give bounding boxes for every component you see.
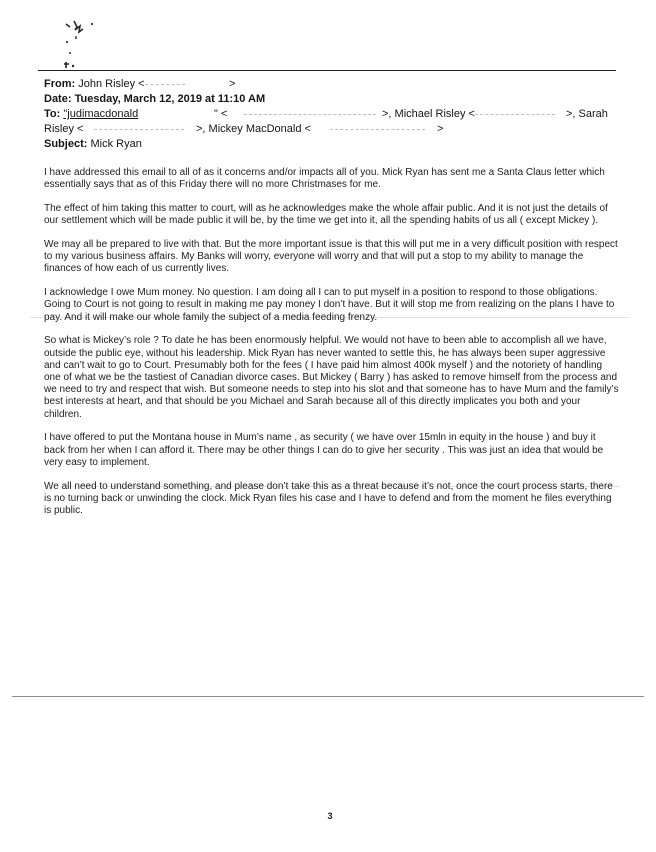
redacted-mickey-address	[330, 129, 425, 130]
to-label: To:	[44, 108, 61, 120]
paragraph: The effect of him taking this matter to court, will as he acknowledges make the whole affair public. And it is not just the details of our settlement which will be made public it will be, by the time we get into it, all the spending habits of us all ( except Mickey ).	[44, 203, 608, 227]
from-line	[44, 78, 145, 90]
redacted-sarah-address	[94, 129, 184, 130]
paragraph: I have addressed this email to all of as it concerns and/or impacts all of you. Mick Ryan has sent me a Santa Claus letter which essentially says that as of this Friday there will no more Christmases for me.	[44, 167, 605, 191]
email-body	[44, 167, 619, 529]
to-line-2	[44, 123, 83, 135]
subject-line	[44, 138, 142, 150]
footer-divider	[12, 696, 644, 697]
paragraph: I acknowledge I owe Mum money. No question. I am doing all I can to put myself in a position to respond to those obligations. Going to Court is not going to result in making me pay money I don’t have. But it will stop me from realizing on the plans I have to pay. And it will make our whole family the subject of a media feeding frenzy.	[44, 287, 615, 323]
to-risley: Risley <	[44, 123, 84, 135]
paragraph: I have offered to put the Montana house in Mum’s name , as security ( we have over 15mln in equity in the house ) and buy it back from her when I can afford it. There may be other things I can do to give her security . This was just an idea that would be very easy to implement.	[44, 432, 604, 468]
redacted-from-address	[145, 84, 185, 85]
redacted-to-address	[244, 114, 376, 115]
date-line	[44, 93, 265, 105]
subject-value: Mick Ryan	[90, 138, 142, 150]
to-first-recipient[interactable]: "judimacdonald	[63, 108, 139, 120]
paragraph: We may all be prepared to live with that. But the more important issue is that this will put me in a very difficult position with respect to my various business affairs. My Banks will worry, everyone will worry and that will put a stop to my ability to manage the finances of how each of us currently lives.	[44, 239, 618, 275]
to-line	[44, 108, 138, 120]
to-end: >	[437, 123, 444, 135]
date-label: Date:	[44, 93, 72, 105]
to-michael: >, Michael Risley <	[382, 108, 475, 120]
from-address-end: >	[229, 78, 236, 90]
page-number-wrap	[0, 811, 656, 821]
to-address-mark: " <	[214, 108, 228, 120]
subject-label: Subject:	[44, 138, 88, 150]
date-value: Tuesday, March 12, 2019 at 11:10 AM	[74, 93, 266, 105]
handwritten-mark	[56, 18, 106, 70]
from-name: John Risley <	[78, 78, 145, 90]
to-mickey: >, Mickey MacDonald <	[196, 123, 311, 135]
page-number: 3	[327, 811, 333, 821]
paragraph: So what is Mickey’s role ? To date he has been enormously helpful. We would not have to been able to accomplish all we have, outside the public eye, without his leadership. Mick Ryan has never wanted to settle this, he has always been super aggressive and can’t wait to go to Court. Presumably both for the fees ( I have paid him almost 400k myself ) and the notoriety of handling one of what we be the tastiest of Canadian divorce cases. But Mickey ( Barry ) has asked to remove himself from the process and we need to try and respect that wish. But someone needs to step into his slot and that someone has to have Mum and the family’s best interests at heart, and that should be you Michael and Sarah because all of this directly implicates you both and your children.	[44, 335, 619, 420]
from-label: From:	[44, 78, 76, 90]
redacted-michael-address	[475, 114, 555, 115]
header-divider	[38, 70, 616, 71]
to-sarah: >, Sarah	[566, 108, 608, 120]
paragraph: We all need to understand something, and please don’t take this as a threat because it’s not, once the court process starts, there is no turning back or unwinding the clock. Mick Ryan files his case and I have to defend and from the moment he files everything is public.	[44, 480, 613, 517]
